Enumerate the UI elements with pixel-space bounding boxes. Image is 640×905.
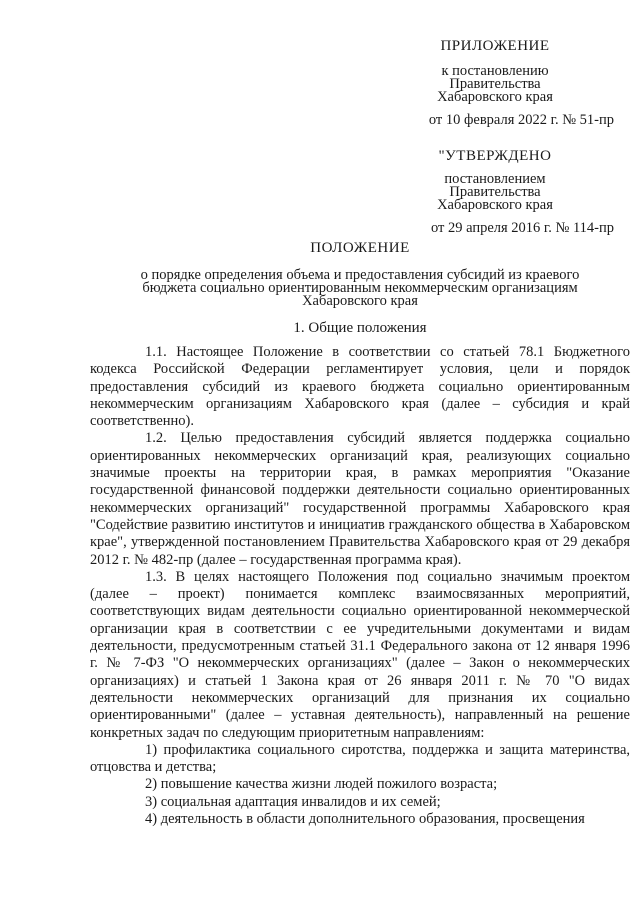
- subtitle-line-2: бюджета социально ориентированным некоммерческим организациям: [142, 280, 578, 296]
- document-title-block: [90, 240, 630, 308]
- appendix-date: от 10 февраля 2022 г. № 51-пр: [428, 112, 614, 128]
- appendix-block: [400, 38, 614, 128]
- document-title: ПОЛОЖЕНИЕ: [310, 240, 410, 256]
- appendix-heading: ПРИЛОЖЕНИЕ: [440, 38, 550, 54]
- approved-line-1: постановлением: [444, 171, 546, 187]
- list-item-3: 3) социальная адаптация инвалидов и их семей;: [145, 793, 441, 810]
- document-body: [90, 344, 630, 828]
- list-item-1: 1) профилактика социального сиротства, поддержка и защита материнства, отцовства и детства;: [90, 741, 630, 776]
- appendix-line-3: Хабаровского края: [437, 89, 553, 105]
- approved-date: от 29 апреля 2016 г. № 114-пр: [430, 220, 614, 236]
- list-item-2: 2) повышение качества жизни людей пожилого возраста;: [145, 776, 498, 793]
- subtitle-line-1: о порядке определения объема и предоставления субсидий из краевого: [140, 267, 580, 283]
- section-heading: 1. Общие положения: [293, 320, 427, 336]
- approved-line-2: Правительства: [449, 184, 541, 200]
- approved-line-3: Хабаровского края: [437, 197, 553, 213]
- paragraph-1-1: 1.1. Настоящее Положение в соответствии со статьей 78.1 Бюджетного кодекса Российской Федерации регламентирует условия, цели и порядок предоставления субсидий из краевого бюджета социально ориентированным некоммерческим организациям Хабаровского края (далее – субсидия и край соответственно).: [90, 344, 630, 430]
- approved-heading: "УТВЕРЖДЕНО: [438, 148, 552, 164]
- subtitle-line-3: Хабаровского края: [302, 293, 418, 309]
- appendix-line-1: к постановлению: [441, 63, 549, 79]
- list-item-4: 4) деятельность в области дополнительного образования, просвещения: [145, 811, 585, 828]
- paragraph-1-2: 1.2. Целью предоставления субсидий является поддержка социально ориентированных некоммерческих организаций края, реализующих социально значимые проекты на территории края, в рамках мероприятия "Оказание государственной финансовой поддержки деятельности социально ориентированных некоммерческих организаций" государственной программы Хабаровского края "Содействие развитию институтов и инициатив гражданского общества в Хабаровском крае", утвержденной постановлением Правительства Хабаровского края от 29 декабря 2012 г. № 482-пр (далее – государственная программа края).: [90, 430, 630, 568]
- document-subtitle: [90, 269, 630, 308]
- paragraph-1-3: 1.3. В целях настоящего Положения под социально значимым проектом (далее – проект) понимается комплекс взаимосвязанных мероприятий, соответствующих видам деятельности социально ориентированной некоммерческой организации края в соответствии с ее учредительными документами и видам деятельности, предусмотренным статьей 31.1 Федерального закона от 12 января 1996 г. № 7-ФЗ "О некоммерческих организациях" (далее – Закон о некоммерческих организациях) и статьей 1 Закона края от 26 января 2011 г. № 70 "О видах деятельности некоммерческих организаций для признания их социально ориентированными" (далее – уставная деятельность), направленный на решение конкретных задач по следующим приоритетным направлениям:: [90, 568, 630, 741]
- approved-block: [400, 148, 614, 236]
- appendix-line-2: Правительства: [449, 76, 541, 92]
